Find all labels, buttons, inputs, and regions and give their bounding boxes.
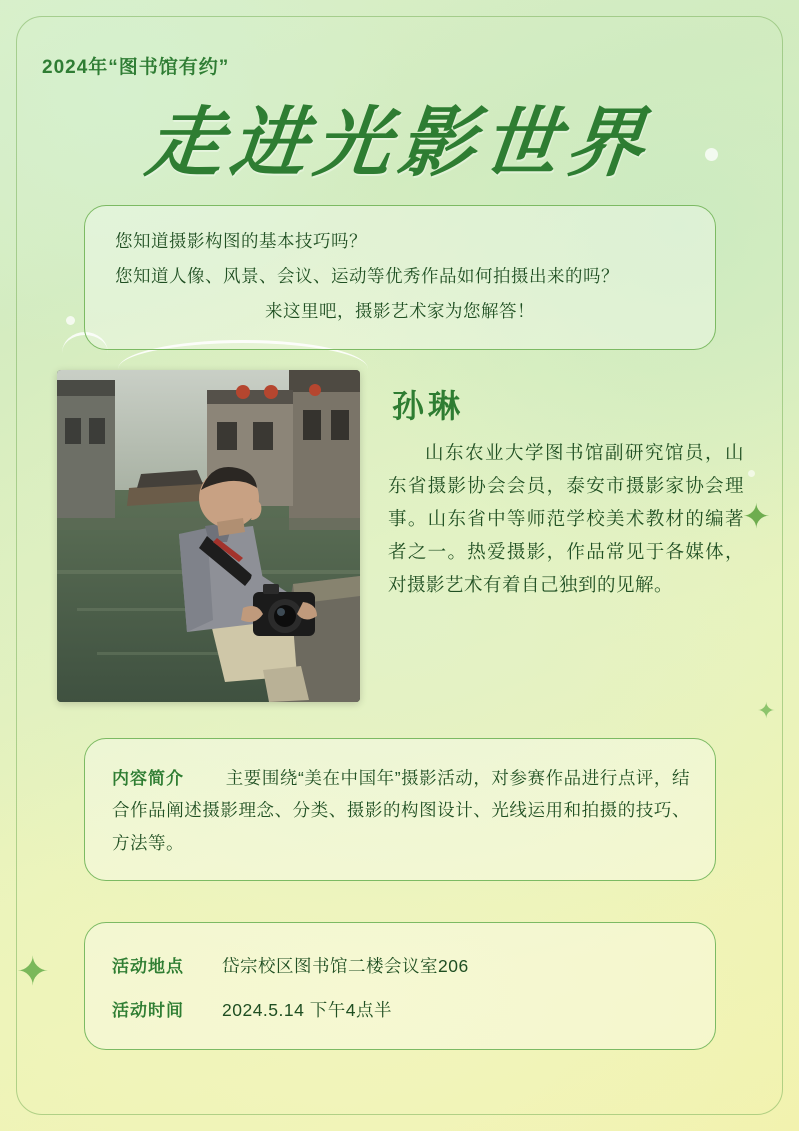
info-key-time: 活动时间 (112, 1001, 184, 1020)
speaker-bio: 山东农业大学图书馆副研究馆员，山东省摄影协会会员，泰安市摄影家协会理事。山东省中等师范学校美术教材的编著者之一。热爱摄影，作品常见于各媒体，对摄影艺术有着自己独到的见解。 (388, 442, 744, 595)
question-line-1: 您知道摄影构图的基本技巧吗？ (115, 231, 367, 251)
speaker-name: 孙琳 (392, 388, 465, 424)
sparkle-icon: ✦ (16, 950, 50, 994)
info-row-location (112, 952, 682, 978)
info-rows (112, 952, 682, 1022)
decor-dot (748, 470, 755, 477)
info-key-location: 活动地点 (112, 957, 184, 976)
info-value-time: 2024.5.14 下午4点半 (222, 1000, 392, 1020)
intro-label: 内容简介 (112, 769, 184, 788)
intro-text: 主要围绕“美在中国年”摄影活动，对参赛作品进行点评，结合作品阐述摄影理念、分类、摄影的构图设计、光线运用和拍摄的技巧、方法等。 (112, 768, 690, 853)
questions-card (84, 205, 716, 350)
speaker-photo (57, 370, 360, 702)
page-title: 走进光影世界 (142, 98, 656, 187)
poster-kicker: 2024年“图书馆有约” (42, 57, 230, 78)
question-line-2: 您知道人像、风景、会议、运动等优秀作品如何拍摄出来的吗？ (115, 266, 619, 287)
info-value-location: 岱宗校区图书馆二楼会议室206 (222, 956, 469, 976)
sparkle-icon: ✦ (742, 498, 771, 536)
sparkle-icon: ✦ (757, 698, 776, 723)
speaker-photo-illustration (57, 370, 360, 702)
info-row-time (112, 996, 682, 1022)
question-line-3: 来这里吧，摄影艺术家为您解答！ (265, 301, 535, 322)
decor-dot (66, 316, 75, 325)
